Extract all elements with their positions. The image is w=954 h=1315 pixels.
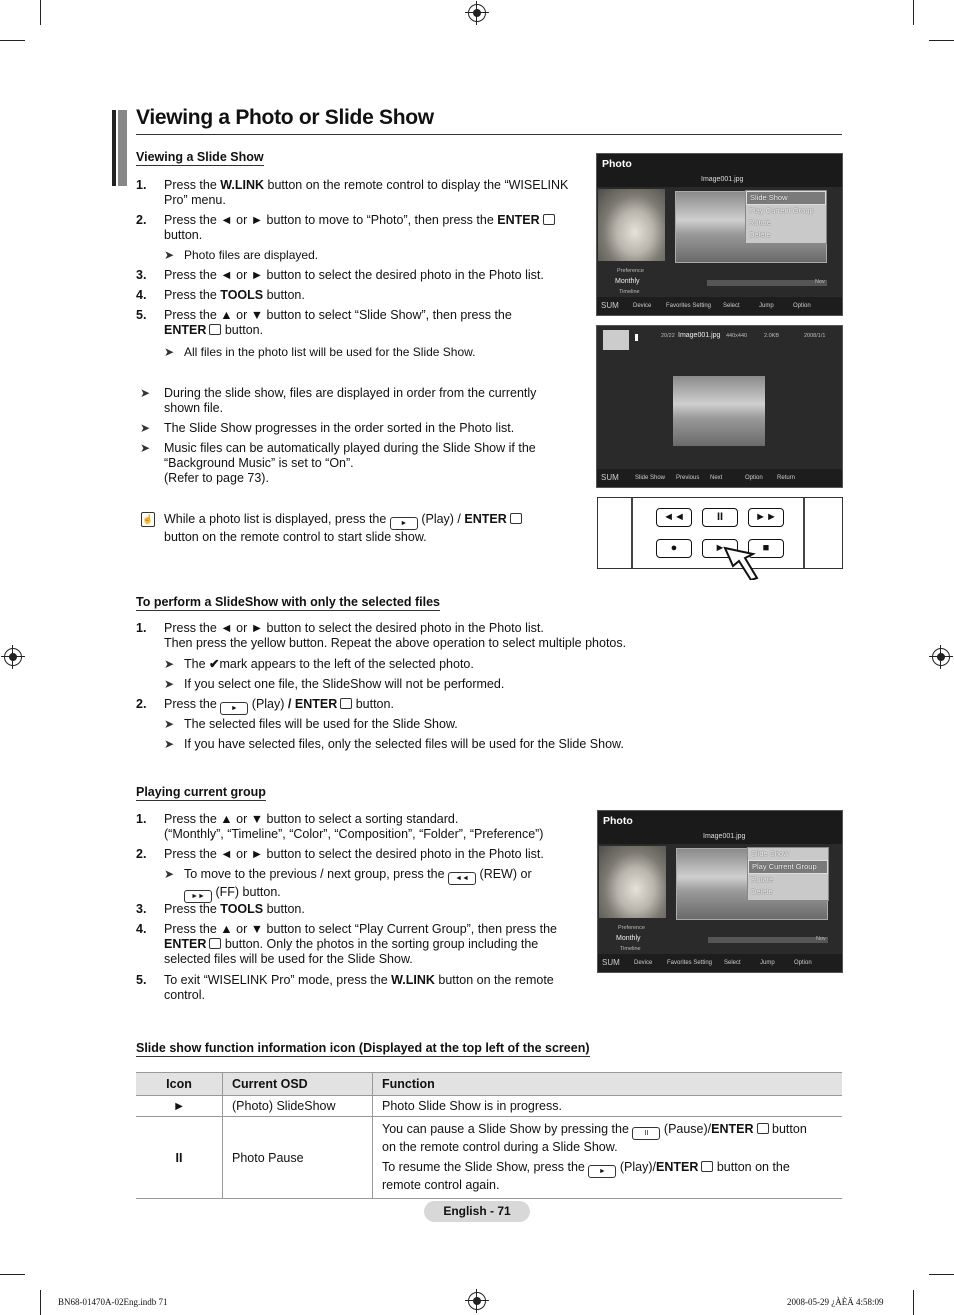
- enter-icon: [543, 214, 555, 225]
- remote-edge: [631, 498, 633, 568]
- column-header: Function: [373, 1073, 843, 1096]
- step-number: 5.: [136, 308, 147, 322]
- menu-item-rotate[interactable]: Rotate: [751, 875, 774, 884]
- note-arrow-icon: ➤: [140, 441, 151, 455]
- step-text: Press the TOOLS button.: [164, 902, 305, 916]
- step-number: 5.: [136, 973, 147, 987]
- step-text: Press the W.LINK button on the remote control to display the “WISELINK Pro” menu.: [164, 178, 569, 207]
- step-text: Press the ◄ or ► button to move to “Photo”, then press the ENTER button.: [164, 213, 594, 243]
- screen-help-bar: SUM Slide Show Previous Next Option Return: [597, 469, 842, 487]
- step-number: 3.: [136, 268, 147, 282]
- column-header: Current OSD: [223, 1073, 373, 1096]
- play-key-icon: ►: [588, 1165, 616, 1178]
- menu-item-slide-show[interactable]: Slide Show: [751, 849, 789, 858]
- sort-option: Timeline: [620, 946, 641, 952]
- screen-filename: Image001.jpg: [703, 833, 746, 840]
- step-text: Press the ► (Play) / ENTER button.: [164, 697, 394, 715]
- photo-folder-icon: [603, 330, 629, 350]
- step-number: 1.: [136, 178, 147, 192]
- title-accent-bar: [118, 110, 127, 186]
- note-arrow-icon: ➤: [164, 717, 175, 731]
- remote-edge: [803, 498, 805, 568]
- step-text: Press the ▲ or ▼ button to select a sorting standard. (“Monthly”, “Timeline”, “Color”, “Composition”, “Folder”, “Preference”): [164, 812, 544, 841]
- photo-menu-screenshot-group: [597, 810, 843, 973]
- registration-mark-icon: [4, 648, 22, 666]
- sort-option: Preference: [617, 268, 644, 274]
- step-number: 2.: [136, 213, 147, 227]
- menu-item-slide-show[interactable]: Slide Show: [746, 191, 826, 205]
- note-arrow-icon: ➤: [164, 867, 175, 881]
- enter-icon: [340, 698, 352, 709]
- crop-mark: [929, 1274, 954, 1275]
- timeline-bar: [707, 280, 827, 286]
- sort-option-selected: Monthly: [616, 935, 641, 942]
- note-text: If you select one file, the SlideShow will not be performed.: [184, 677, 505, 691]
- note-text: All files in the photo list will be used for the Slide Show.: [184, 345, 476, 359]
- section-heading: To perform a SlideShow with only the selected files: [136, 595, 440, 609]
- play-button[interactable]: ►: [702, 539, 738, 558]
- slide-filename: Image001.jpg: [678, 332, 721, 339]
- note-text: To move to the previous / next group, press the ◄◄ (REW) or ►► (FF) button.: [184, 867, 594, 903]
- remote-control-illustration: [597, 497, 843, 569]
- pause-icon: II: [136, 1117, 223, 1199]
- crop-mark: [0, 1274, 25, 1275]
- fast-forward-button[interactable]: ►►: [748, 508, 784, 527]
- title-divider: [136, 134, 842, 135]
- step-text: To exit “WISELINK Pro” mode, press the W.LINK button on the remote control.: [164, 973, 554, 1002]
- step-number: 2.: [136, 847, 147, 861]
- note-arrow-icon: ➤: [164, 677, 175, 691]
- pause-indicator-icon: [635, 334, 638, 341]
- step-number: 3.: [136, 902, 147, 916]
- step-text: Press the ◄ or ► button to select the desired photo in the Photo list.: [164, 268, 544, 282]
- screen-help-bar: SUM Device Favorites Setting Select Jump Option: [598, 954, 842, 972]
- note-arrow-icon: ➤: [164, 737, 175, 751]
- note-text: The Slide Show progresses in the order sorted in the Photo list.: [164, 421, 515, 435]
- section-heading: Slide show function information icon (Displayed at the top left of the screen): [136, 1041, 590, 1055]
- crop-mark: [0, 40, 25, 41]
- note-arrow-icon: ➤: [140, 421, 151, 435]
- step-number: 1.: [136, 812, 147, 826]
- crop-mark: [40, 0, 41, 25]
- crop-mark: [40, 1290, 41, 1315]
- slideshow-screenshot: [596, 325, 843, 488]
- step-number: 4.: [136, 288, 147, 302]
- photo-menu-screenshot: [596, 153, 843, 316]
- note-arrow-icon: ➤: [164, 657, 175, 671]
- pause-button[interactable]: II: [702, 508, 738, 527]
- column-header: Icon: [136, 1073, 223, 1096]
- crop-mark: [913, 0, 914, 25]
- print-timestamp: 2008-05-29 ¿ÀÈÄ 4:58:09: [787, 1297, 884, 1307]
- screen-header: Photo: [597, 154, 842, 187]
- record-button[interactable]: ●: [656, 539, 692, 558]
- slide-resolution: 440x440: [726, 333, 748, 339]
- pause-key-icon: II: [632, 1127, 660, 1140]
- ff-key-icon: ►►: [184, 890, 212, 903]
- note-arrow-icon: ➤: [140, 386, 151, 400]
- section-heading: Playing current group: [136, 785, 266, 799]
- month-label: Nov: [816, 936, 826, 942]
- step-text: Press the TOOLS button.: [164, 288, 305, 302]
- screen-help-bar: SUM Device Favorites Setting Select Jump Option: [597, 297, 842, 315]
- note-text: Photo files are displayed.: [184, 248, 319, 262]
- menu-item-delete[interactable]: Delete: [749, 230, 771, 239]
- note-arrow-icon: ➤: [164, 345, 175, 359]
- enter-icon: [757, 1123, 769, 1134]
- month-label: Nov: [815, 279, 825, 285]
- slide-photo: [673, 376, 765, 446]
- step-text: Press the ◄ or ► button to select the desired photo in the Photo list.: [164, 847, 544, 861]
- tip-text: While a photo list is displayed, press the ► (Play) / ENTER button on the remote control to start slide show.: [164, 512, 584, 545]
- function-icon-table: [136, 1072, 842, 1199]
- function-cell: You can pause a Slide Show by pressing the II (Pause)/ENTER button on the remote control during a Slide Show. To resume the Slide Show, press the ► (Play)/ENTER button on the remote control again.: [373, 1117, 843, 1199]
- title-accent-bar: [112, 110, 116, 186]
- sort-option: Timeline: [619, 289, 640, 295]
- step-number: 2.: [136, 697, 147, 711]
- step-text: Press the ◄ or ► button to select the desired photo in the Photo list. Then press the yellow button. Repeat the above operation to select multiple photos.: [164, 621, 627, 650]
- screen-header: Photo: [598, 811, 842, 844]
- registration-mark-icon: [468, 1292, 486, 1310]
- enter-icon: [209, 324, 221, 335]
- rewind-button[interactable]: ◄◄: [656, 508, 692, 527]
- registration-mark-icon: [468, 4, 486, 22]
- sheep-photo-thumbnail: [598, 189, 665, 261]
- osd-cell: Photo Pause: [223, 1117, 373, 1199]
- page-number-badge: English - 71: [424, 1201, 530, 1222]
- screen-filename: Image001.jpg: [701, 176, 744, 183]
- menu-item-rotate[interactable]: Rotate: [749, 218, 772, 227]
- registration-mark-icon: [932, 648, 950, 666]
- note-text: Music files can be automatically played during the Slide Show if the “Background Music” is set to “On”. (Refer to page 73).: [164, 441, 536, 485]
- crop-mark: [929, 40, 954, 41]
- rew-key-icon: ◄◄: [448, 872, 476, 885]
- tools-menu: [745, 190, 827, 244]
- hand-tip-icon: ☝: [141, 512, 155, 527]
- play-key-icon: ►: [390, 517, 418, 530]
- page-title: Viewing a Photo or Slide Show: [136, 106, 434, 129]
- table-row: [136, 1096, 842, 1117]
- slide-date: 2008/1/1: [804, 333, 826, 339]
- enter-icon: [510, 513, 522, 524]
- crop-mark: [913, 1290, 914, 1315]
- menu-item-delete[interactable]: Delete: [751, 887, 773, 896]
- timeline-bar: [708, 937, 828, 943]
- table-row: [136, 1117, 842, 1199]
- tools-menu: [747, 847, 829, 901]
- note-text: During the slide show, files are displayed in order from the currently shown file.: [164, 386, 537, 415]
- slide-counter: 20/22: [661, 333, 675, 339]
- note-arrow-icon: ➤: [164, 248, 175, 262]
- sheep-photo-thumbnail: [599, 846, 666, 918]
- osd-cell: (Photo) SlideShow: [223, 1096, 373, 1117]
- section-heading: Viewing a Slide Show: [136, 150, 264, 164]
- play-icon: ►: [136, 1096, 223, 1117]
- slide-size: 2.0KB: [764, 333, 779, 339]
- pointer-arrow-icon: [723, 546, 773, 580]
- sort-option-selected: Monthly: [615, 278, 640, 285]
- file-info: BN68-01470A-02Eng.indb 71: [58, 1297, 168, 1307]
- note-text: If you have selected files, only the selected files will be used for the Slide Show.: [184, 737, 624, 751]
- step-number: 1.: [136, 621, 147, 635]
- play-key-icon: ►: [220, 702, 248, 715]
- check-mark-icon: ✔: [209, 657, 220, 671]
- function-cell: Photo Slide Show is in progress.: [373, 1096, 843, 1117]
- menu-item-play-current-group[interactable]: Play Current Group: [749, 206, 814, 215]
- sort-option: Preference: [618, 925, 645, 931]
- step-text: Press the ▲ or ▼ button to select “Slide Show”, then press the ENTER button.: [164, 308, 512, 337]
- note-text: The ✔mark appears to the left of the selected photo.: [184, 657, 474, 671]
- menu-item-play-current-group[interactable]: Play Current Group: [748, 860, 828, 874]
- note-text: The selected files will be used for the Slide Show.: [184, 717, 458, 731]
- step-text: Press the ▲ or ▼ button to select “Play Current Group”, then press the ENTER button. Only the photos in the sorting group including the selected files will be used for the Slide Show.: [164, 922, 557, 966]
- step-number: 4.: [136, 922, 147, 936]
- enter-icon: [701, 1161, 713, 1172]
- enter-icon: [209, 938, 221, 949]
- stop-button[interactable]: ■: [748, 539, 784, 558]
